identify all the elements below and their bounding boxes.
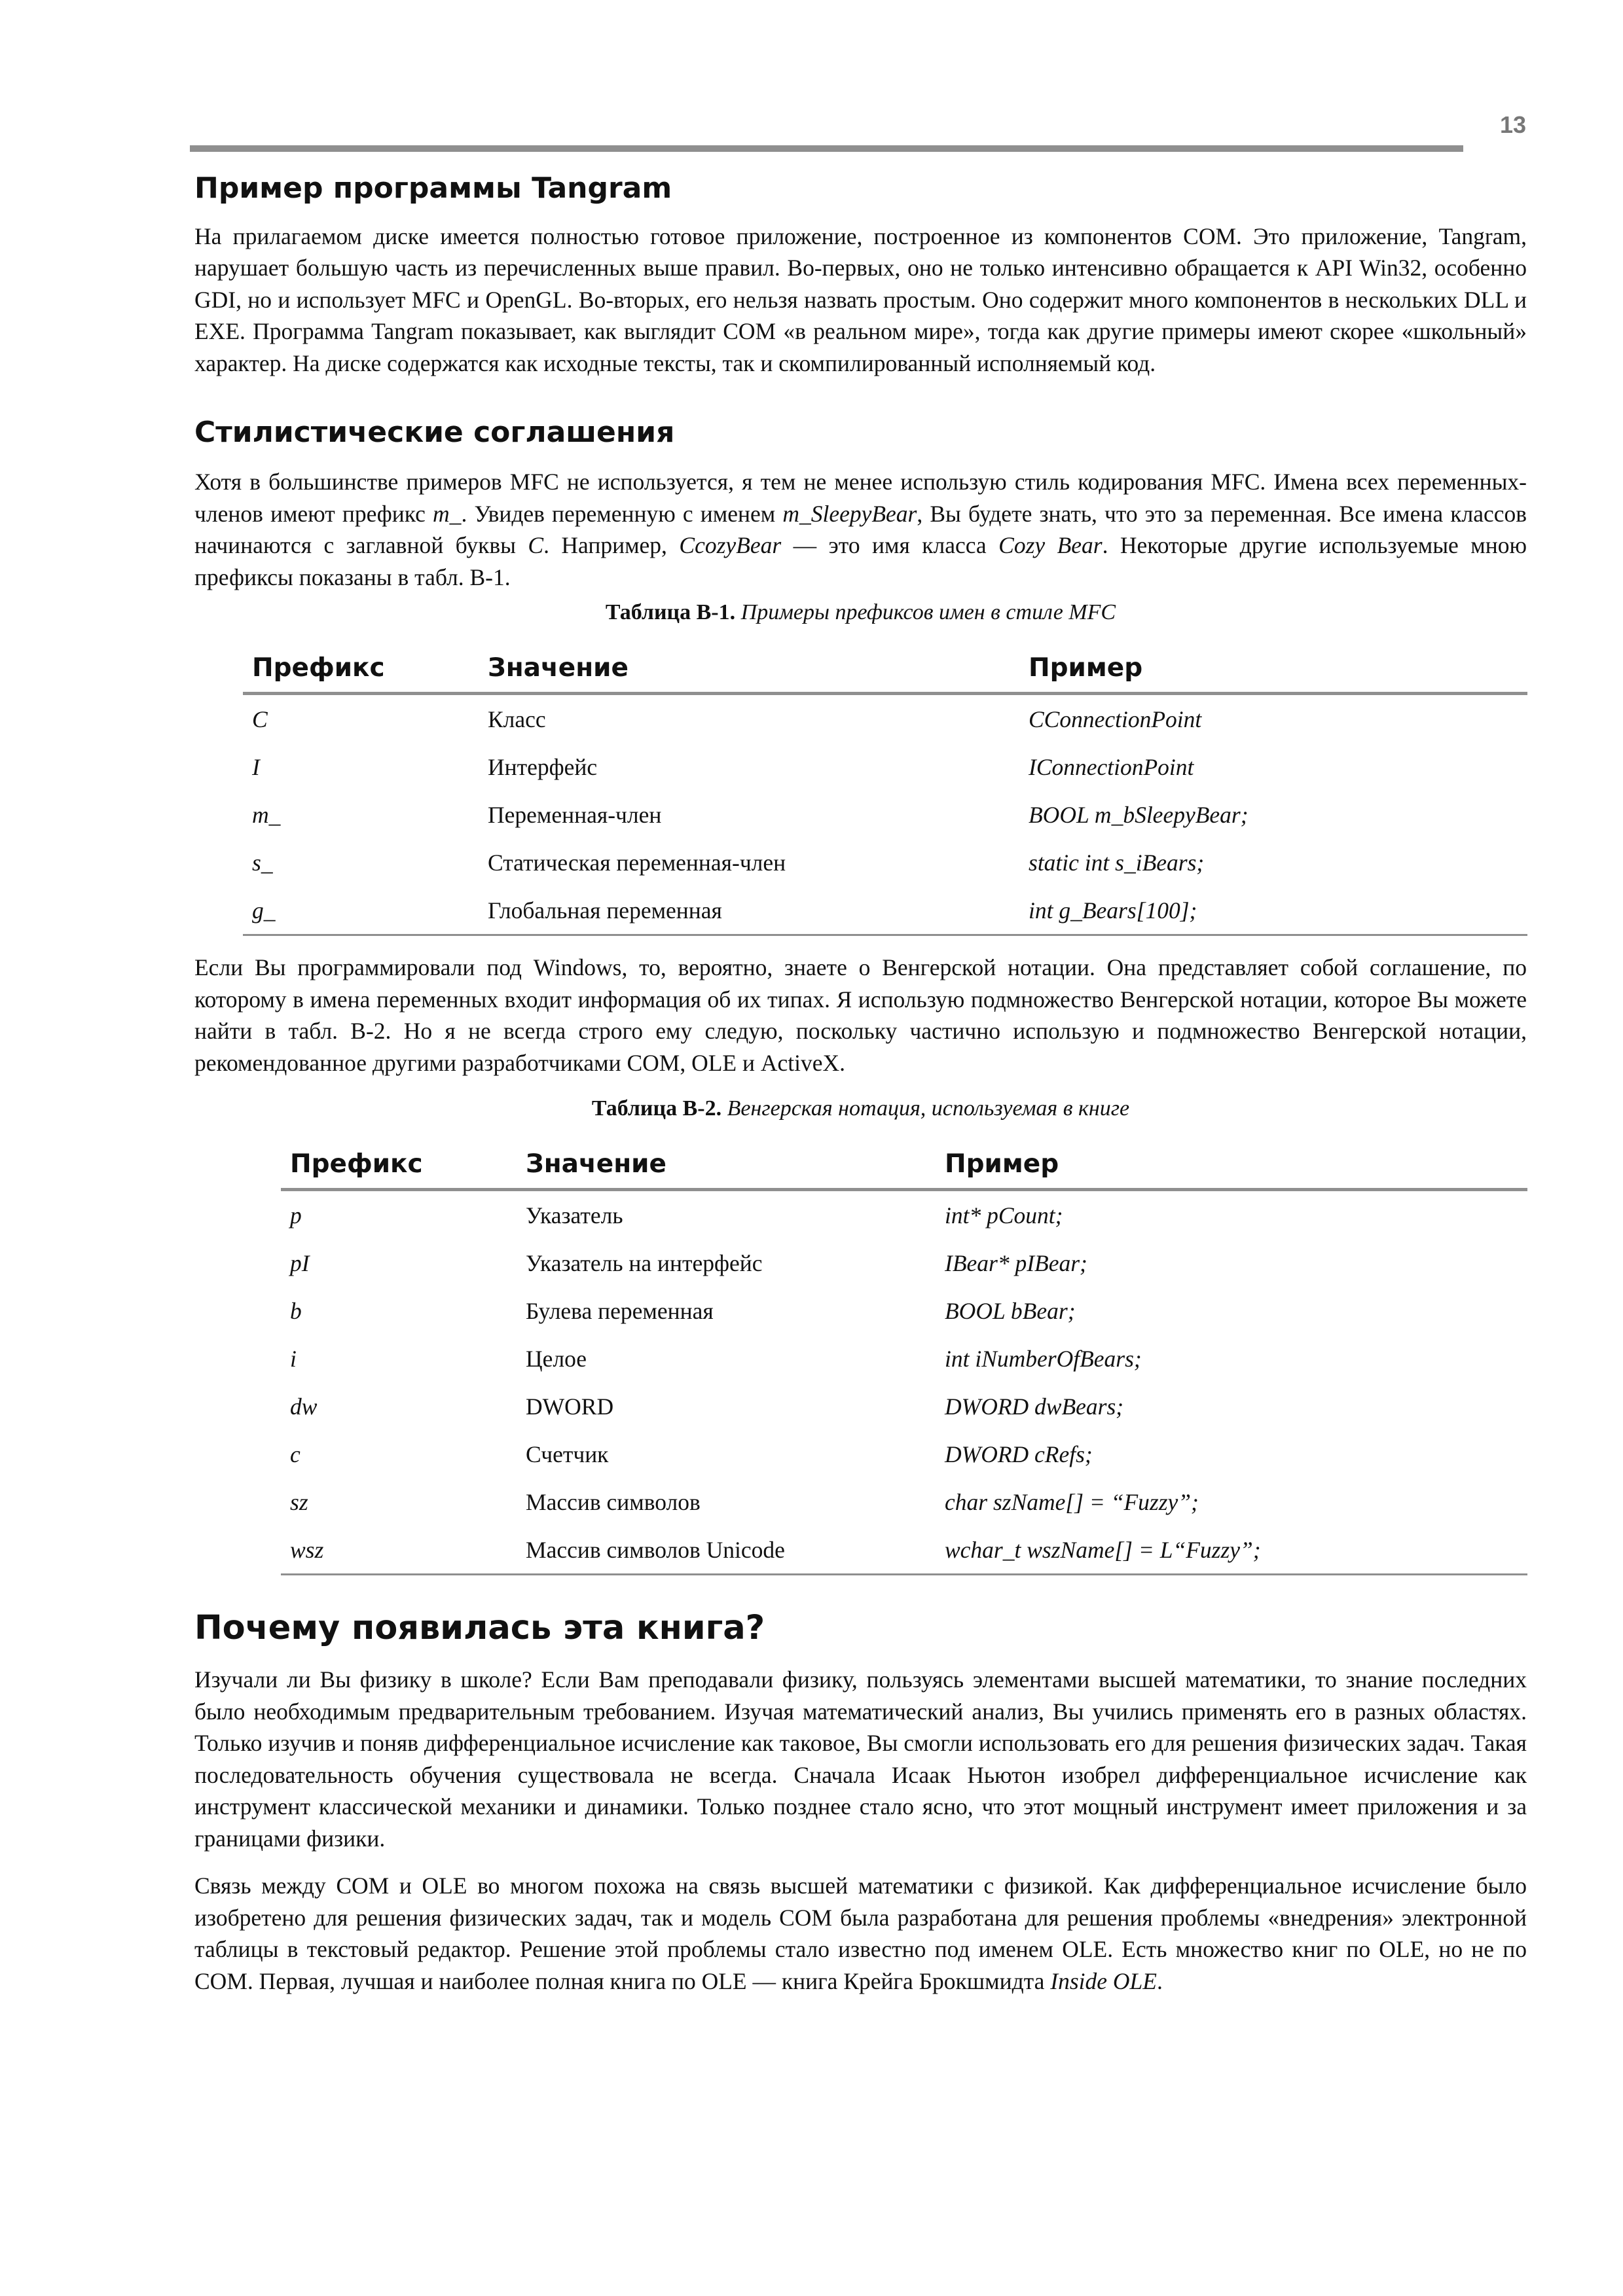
example-cell: DWORD dwBears; bbox=[945, 1393, 1124, 1420]
example-cell: BOOL bBear; bbox=[945, 1297, 1076, 1324]
table2-caption: Таблица В-2. Венгерская нотация, используемая в книге bbox=[591, 1096, 1130, 1121]
prefix-cell: sz bbox=[290, 1488, 308, 1515]
table-row bbox=[281, 1526, 1527, 1575]
column-header-meaning: Значение bbox=[488, 653, 1029, 694]
column-header-prefix: Префикс bbox=[281, 1149, 526, 1190]
meaning-cell: Переменная-член bbox=[488, 801, 662, 828]
table-row bbox=[243, 743, 1527, 791]
meaning-cell: Класс bbox=[488, 706, 546, 732]
example-cell: DWORD cRefs; bbox=[945, 1441, 1093, 1467]
table-row bbox=[243, 791, 1527, 838]
meaning-cell: Массив символов bbox=[526, 1488, 701, 1515]
meaning-cell: Массив символов Unicode bbox=[526, 1526, 945, 1575]
table-header-row bbox=[281, 1149, 1527, 1190]
prefix-cell: wsz bbox=[281, 1526, 526, 1575]
example-cell: char szName[] = “Fuzzy”; bbox=[945, 1488, 1199, 1515]
example-cell: int g_Bears[100]; bbox=[1029, 886, 1527, 935]
paragraph-hungarian-notation: Если Вы программировали под Windows, то, вероятно, знаете о Венгерской нотации. Она представляет собой соглашение, по которому в имена переменных входит информация об их типах. Я использую подмножество Венгерской нотации, которое Вы можете найти в табл. В-2. Но я не всегда строго ему следую, поскольку частично использую и подмножество Венгерской нотации, рекомендованное другими разработчиками COM, OLE и ActiveX. bbox=[194, 954, 1527, 1076]
example-cell: wchar_t wszName[] = L“Fuzzy”; bbox=[945, 1526, 1527, 1575]
table-row bbox=[281, 1335, 1527, 1382]
table-row bbox=[243, 694, 1527, 744]
meaning-cell: Статическая переменная-член bbox=[488, 849, 786, 876]
example-cell: int iNumberOfBears; bbox=[945, 1345, 1142, 1372]
table-row bbox=[281, 1239, 1527, 1287]
column-header-example: Пример bbox=[1029, 653, 1527, 694]
column-header-example: Пример bbox=[945, 1149, 1527, 1190]
meaning-cell: Указатель на интерфейс bbox=[526, 1249, 763, 1276]
page-number: 13 bbox=[1499, 111, 1526, 138]
column-header-meaning: Значение bbox=[526, 1149, 945, 1190]
heading-style-conventions: Стилистические соглашения bbox=[194, 416, 675, 450]
meaning-cell: Булева переменная bbox=[526, 1297, 714, 1324]
table-header-row bbox=[243, 653, 1527, 694]
example-cell: IBear* pIBear; bbox=[945, 1249, 1087, 1276]
example-cell: CConnectionPoint bbox=[1029, 706, 1202, 732]
example-cell: BOOL m_bSleepyBear; bbox=[1029, 801, 1249, 828]
example-cell: static int s_iBears; bbox=[1029, 849, 1205, 876]
header-rule bbox=[190, 145, 1463, 152]
meaning-cell: Счетчик bbox=[526, 1441, 609, 1467]
prefix-cell: m_ bbox=[252, 801, 281, 828]
prefix-cell: I bbox=[252, 753, 260, 780]
table-row bbox=[281, 1382, 1527, 1430]
meaning-cell: Интерфейс bbox=[488, 753, 598, 780]
heading-tangram: Пример программы Tangram bbox=[194, 171, 672, 205]
example-cell: IConnectionPoint bbox=[1029, 753, 1194, 780]
table-hungarian-notation bbox=[281, 1149, 1527, 1575]
meaning-cell: Целое bbox=[526, 1345, 587, 1372]
paragraph-mfc-style: Хотя в большинстве примеров MFC не используется, я тем не менее использую стиль кодирования MFC. Имена всех переменных-членов имеют префикс m_. Увидев переменную с именем m_SleepyBear, Вы будете знать, что это за переменная. Все имена классов начинаются с заглавной буквы C. Например, CcozyBear — это имя класса Cozy Bear. Некоторые другие используемые мною префиксы показаны в табл. В-1. bbox=[194, 469, 1527, 590]
paragraph-com-ole: Связь между COM и OLE во многом похожа на связь высшей математики с физикой. Как дифференциальное исчисление было изобретено для решения физических задач, так и модель COM была разработана для решения проблемы «внедрения» электронной таблицы в текстовый редактор. Решение этой проблемы стало известно под именем OLE. Есть множество книг по OLE, но не по COM. Первая, лучшая и наиболее полная книга по OLE — книга Крейга Брокшмидта Inside OLE. bbox=[194, 1873, 1527, 1994]
page-content bbox=[194, 171, 1527, 1997]
prefix-cell: s_ bbox=[252, 849, 273, 876]
prefix-cell: dw bbox=[290, 1393, 318, 1420]
table-row bbox=[281, 1430, 1527, 1478]
prefix-cell: g_ bbox=[243, 886, 488, 935]
meaning-cell: Глобальная переменная bbox=[488, 886, 1029, 935]
heading-why-this-book: Почему появилась эта книга? bbox=[194, 1609, 765, 1648]
table-row bbox=[281, 1287, 1527, 1335]
prefix-cell: p bbox=[290, 1202, 302, 1229]
prefix-cell: b bbox=[290, 1297, 302, 1324]
prefix-cell: C bbox=[252, 706, 268, 732]
table-row bbox=[281, 1478, 1527, 1526]
prefix-cell: i bbox=[290, 1345, 297, 1372]
prefix-cell: c bbox=[290, 1441, 301, 1467]
table-row bbox=[243, 838, 1527, 886]
table-mfc-prefixes bbox=[243, 653, 1527, 936]
meaning-cell: DWORD bbox=[526, 1393, 614, 1420]
prefix-cell: pI bbox=[290, 1249, 310, 1276]
column-header-prefix: Префикс bbox=[243, 653, 488, 694]
table-row bbox=[281, 1190, 1527, 1240]
table-row bbox=[243, 886, 1527, 935]
example-cell: int* pCount; bbox=[945, 1202, 1063, 1229]
paragraph-tangram: На прилагаемом диске имеется полностью готовое приложение, построенное из компонентов COM. Это приложение, Tangram, нарушает большую часть из перечисленных выше правил. Во-первых, оно не только интенсивно обращается к API Win32, особенно GDI, но и использует MFC и OpenGL. Во-вторых, его нельзя назвать простым. Оно содержит много компонентов в нескольких DLL и EXE. Программа Tangram показывает, как выглядит COM «в реальном мире», тогда как другие примеры имеют скорее «школьный» характер. На диске содержатся как исходные тексты, так и скомпилированный исполняемый код. bbox=[194, 223, 1527, 376]
paragraph-physics-analogy: Изучали ли Вы физику в школе? Если Вам преподавали физику, пользуясь элементами высшей математики, то знание последних было необходимым предварительным требованием. Изучая математический анализ, Вы учились применять его в разных областях. Только изучив и поняв дифференциальное исчисление как таковое, Вы смогли использовать его для решения физических задач. Такая последовательность обучения существовала не всегда. Сначала Исаак Ньютон изобрел дифференциальное исчисление как инструмент классической механики и динамики. Только позднее стало ясно, что этот мощный инструмент имеет приложения и за границами физики. bbox=[194, 1666, 1527, 1852]
table1-caption: Таблица В-1. Примеры префиксов имен в стиле MFC bbox=[605, 600, 1116, 625]
meaning-cell: Указатель bbox=[526, 1202, 623, 1229]
